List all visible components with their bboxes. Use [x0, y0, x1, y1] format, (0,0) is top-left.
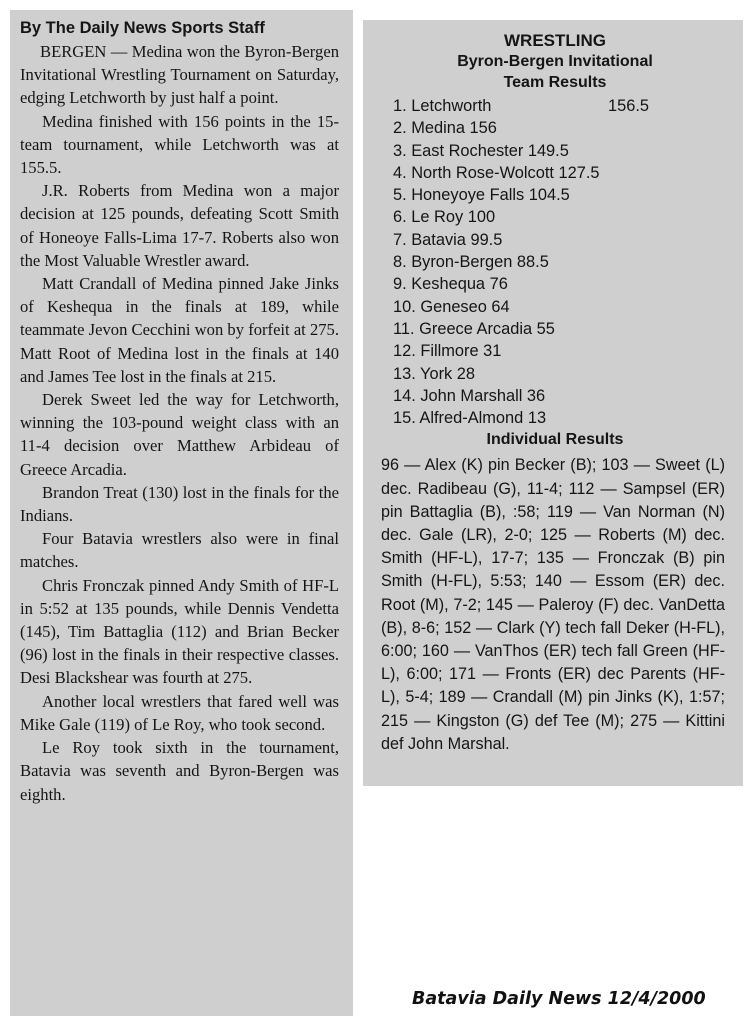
results-title: WRESTLING — [504, 31, 606, 50]
article-paragraph: Derek Sweet led the way for Letchworth, winning the 103-pound weight class with an 11-4 decision over Matthew Arbideau of Greece Arcadia. — [20, 390, 339, 479]
team-result-row: 15. Alfred-Almond 13 — [393, 409, 547, 428]
team-results-list — [381, 95, 729, 429]
team-result-row: 11. Greece Arcadia 55 — [393, 319, 555, 338]
results-subtitle: Byron-Bergen Invitational — [457, 53, 653, 70]
team-result-row: 2. Medina 156 — [393, 119, 497, 138]
team-result-row: 7. Batavia 99.5 — [393, 230, 503, 249]
article-paragraph: Chris Fronczak pinned Andy Smith of HF-L in 5:52 at 135 pounds, while Dennis Vendetta (145), Tim Battaglia (112) and Brian Becker (96) lost in the finals in their respective classes. Desi Blackshear was fourth at 275. — [20, 575, 339, 688]
article-paragraph: Brandon Treat (130) lost in the finals for the Indians. — [20, 482, 339, 526]
team-result-score: 156.5 — [608, 97, 650, 115]
team-result-row: 5. Honeyoye Falls 104.5 — [393, 186, 570, 205]
team-result-row: 8. Byron-Bergen 88.5 — [393, 253, 549, 272]
team-result-row: 4. North Rose-Wolcott 127.5 — [393, 163, 600, 182]
article-paragraph: Another local wrestlers that fared well was Mike Gale (119) of Le Roy, who took second. — [20, 691, 339, 734]
team-result-row: 13. York 28 — [393, 364, 476, 383]
team-result-row: 12. Fillmore 31 — [393, 342, 502, 361]
article-paragraph: J.R. Roberts from Medina won a major decision at 125 pounds, defeating Scott Smith of Honeoye Falls-Lima 17-7. Roberts also won the Most Valuable Wrestler award. — [20, 181, 339, 270]
team-result-row: 6. Le Roy 100 — [393, 208, 496, 227]
team-result-row: 10. Geneseo 64 — [393, 297, 510, 316]
individual-results-text: 96 — Alex (K) pin Becker (B); 103 — Sweet (L) dec. Radibeau (G), 11-4; 112 — Sampsel (ER) pin Battaglia (B), :58; 119 — Van Norman (N) dec. Gale (LR), 2-0; 125 — Roberts (M) dec. Smith (HF-L), 17-7; 135 — Fronczak (B) pin Smith (H-FL), 5:53; 140 — Essom (ER) dec. Root (M), 7-2; 145 — Paleroy (F) dec. VanDetta (B), 8-6; 152 — Clark (Y) tech fall Deker (H-FL), 6:00; 160 — VanThos (ER) tech fall Green (HF-L), 6:00; 171 — Fronts (ER) dec Parents (HF-L), 5-4; 189 — Crandall (M) pin Jinks (K), 1:57; 215 — Kingston (G) def Tee (M); 275 — Kittini def John Marshal. — [381, 456, 725, 753]
team-results-heading: Team Results — [503, 74, 607, 91]
team-result-row — [393, 95, 729, 117]
team-result-row: 9. Keshequa 76 — [393, 275, 508, 294]
byline: By The Daily News Sports Staff — [20, 19, 265, 37]
article-paragraph: Le Roy took sixth in the tournament, Batavia was seventh and Byron-Bergen was eighth. — [20, 738, 339, 804]
team-result-row: 14. John Marshall 36 — [393, 386, 546, 405]
article-paragraph: Matt Crandall of Medina pinned Jake Jinks of Keshequa in the finals at 189, while teammate Jevon Cecchini won by forfeit at 275. Matt Root of Medina lost in the finals at 140 and James Tee lost in the finals at 215. — [20, 274, 339, 386]
results-clipping — [363, 20, 743, 786]
source-caption: Batavia Daily News 12/4/2000 — [412, 989, 706, 1009]
individual-results-heading: Individual Results — [486, 431, 624, 449]
article-paragraph: BERGEN — Medina won the Byron-Bergen Invitational Wrestling Tournament on Saturday, edging Letchworth by just half a point. — [20, 42, 339, 108]
article-clipping — [10, 10, 353, 1016]
article-paragraph: Medina finished with 156 points in the 15-team tournament, while Letchworth was at 155.5. — [20, 111, 339, 178]
team-result-text: 1. Letchworth — [393, 97, 492, 115]
team-result-row: 3. East Rochester 149.5 — [393, 141, 569, 160]
article-paragraph: Four Batavia wrestlers also were in final matches. — [20, 529, 339, 572]
